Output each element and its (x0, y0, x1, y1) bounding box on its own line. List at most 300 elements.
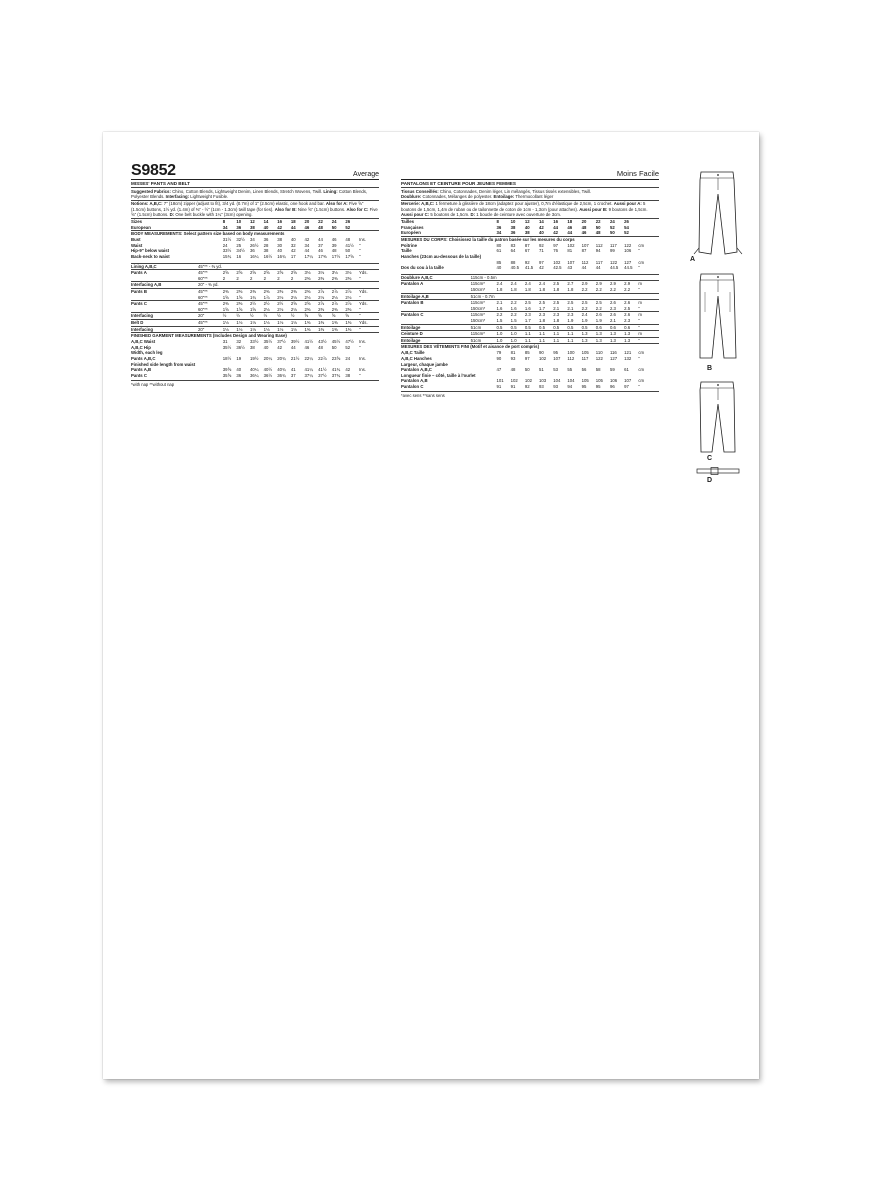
table-cell: 24 (222, 242, 228, 248)
table-cell: 40.5 (510, 265, 520, 271)
table-cell: " (359, 275, 361, 281)
table-cell: 150cm* (470, 286, 486, 292)
pants-view-a-sketch (689, 170, 747, 262)
size-cell: 48 (318, 224, 323, 230)
table-cell: 2⅜ (331, 275, 338, 281)
table-cell: 1.7 (539, 305, 545, 311)
table-cell: 31½ (222, 237, 232, 243)
table-cell: 2⅜ (345, 306, 352, 312)
table-cell: 51cm (471, 324, 497, 331)
table-cell: 115cm* (471, 312, 497, 318)
table-cell: 2⅝ (305, 301, 319, 307)
table-cell: 48 (331, 248, 337, 254)
table-cell: 76 (553, 248, 558, 254)
row-label: Entoilage (401, 337, 471, 343)
table-cell: 1⅛ (264, 319, 278, 326)
row-label: Back-neck to waist (131, 254, 170, 259)
pants-view-b-sketch (689, 272, 747, 364)
table-cell: 44 (595, 265, 601, 271)
table-cell: 20¼ (263, 355, 273, 361)
fabrics-label: Suggested Fabrics: (131, 188, 171, 194)
table-cell: 60"** (197, 306, 208, 312)
table-cell: 87 (581, 248, 587, 254)
table-cell: 20" (198, 326, 223, 332)
table-cell: 47½ (345, 339, 354, 345)
table-cell: ½ (291, 313, 305, 320)
table-cell: " (638, 248, 640, 254)
table-cell: 2.5 (582, 300, 596, 306)
table-cell: 2.2 (624, 286, 631, 292)
table-cell: 2⅜ (223, 288, 237, 294)
table-cell: 2.4 (582, 312, 596, 318)
table-cell: 38 (345, 372, 351, 378)
table-cell: 48 (510, 367, 516, 373)
size-cell: 24 (609, 219, 615, 225)
table-cell: 58 (595, 367, 601, 373)
table-cell: 104 (553, 378, 561, 384)
table-cell: 24 (345, 355, 351, 361)
row-label: Ceinture D (401, 331, 471, 338)
table-cell: 79 (496, 350, 502, 356)
row-label: Hip-9" below waist (131, 248, 170, 254)
english-header (131, 162, 379, 180)
table-cell: 116 (609, 350, 617, 356)
table-cell: 1.9 (567, 317, 574, 323)
row-label: Tailles (401, 219, 415, 225)
size-cell: 10 (510, 219, 516, 225)
table-cell: 16 (236, 254, 242, 259)
table-cell: 34½ (236, 248, 245, 254)
table-cell: 2 (222, 275, 226, 281)
table-cell: " (638, 265, 640, 271)
table-row (131, 263, 379, 270)
row-label: Poitrine (401, 242, 417, 248)
table-cell: Ins. (359, 355, 366, 361)
table-cell: 1⅛ (277, 326, 291, 332)
table-cell: 2.1 (553, 305, 560, 311)
table-cell: ½ (277, 313, 291, 320)
table-cell: 2½ (277, 301, 291, 307)
size-cell: 14 (263, 219, 269, 225)
row-label: Bust (131, 237, 141, 243)
table-cell: 20" (198, 313, 223, 320)
table-cell: 51cm - 0.7m (471, 293, 659, 300)
table-cell: 42.5 (553, 265, 562, 271)
size-cell: 48 (595, 230, 601, 236)
table-cell: 60"** (197, 294, 208, 300)
size-cell: 38 (510, 224, 516, 230)
table-cell: 40½ (263, 367, 273, 373)
table-cell: 40 (496, 265, 502, 271)
finished-measurements-table (131, 339, 379, 378)
table-cell: 3⅛ (318, 270, 332, 276)
table-cell: 104 (567, 378, 575, 384)
size-cell: 46 (567, 224, 573, 230)
french-notions-a-label: Aussi pour A: (613, 201, 642, 207)
table-cell: 80 (496, 242, 502, 248)
table-cell: 0.5 (582, 324, 596, 331)
lining-label: Lining: (323, 188, 338, 194)
row-label: Taille (401, 248, 412, 254)
table-cell: 90 (496, 355, 502, 361)
table-cell: 1⅛ (277, 319, 291, 326)
table-cell: 32 (236, 339, 242, 345)
table-cell: 95 (581, 383, 587, 389)
table-cell: cm (638, 367, 645, 373)
pattern-envelope-back (103, 132, 759, 1079)
table-cell: 1¾ (250, 294, 257, 300)
french-lining-text: Cotonnades, Mélanges de polyester. (422, 193, 493, 199)
table-cell: Ins. (359, 367, 366, 373)
table-cell: 121 (624, 350, 632, 356)
table-cell: 2⅛ (290, 306, 297, 312)
table-cell: 1⅛ (236, 319, 250, 326)
table-cell: 2⅜ (345, 275, 352, 281)
table-cell: 34 (304, 242, 310, 248)
french-lining-label: Doublure: (401, 193, 422, 199)
table-cell: 36¼ (250, 372, 259, 378)
table-cell: 37¾ (331, 372, 341, 378)
table-cell: 37 (318, 242, 323, 248)
table-cell: 41½ (345, 242, 354, 248)
size-cell: 46 (581, 230, 587, 236)
size-cell: 8 (496, 219, 499, 225)
table-cell: 31 (222, 339, 228, 345)
pattern-title: MISSES' PANTS AND BELT (131, 180, 379, 188)
table-cell: 41½ (318, 367, 327, 373)
table-cell: 102 (510, 378, 518, 384)
table-cell: 51 (539, 367, 544, 373)
interfacing-text: Lightweight Fusible. (190, 193, 229, 199)
size-chart-header (401, 219, 659, 236)
table-cell: 2⅝ (277, 270, 291, 276)
table-cell (471, 384, 497, 390)
table-cell: 2.5 (596, 300, 610, 306)
table-cell: 37½ (277, 339, 286, 345)
table-cell: 2.9 (596, 281, 610, 287)
table-cell: 1⅛ (250, 326, 264, 332)
table-cell: 115cm* (471, 281, 497, 287)
row-label: Pantalon B (401, 300, 471, 306)
table-cell: 23⅝ (331, 355, 341, 361)
difficulty-level: Average (353, 171, 379, 178)
table-cell: 2⅝ (291, 301, 305, 307)
row-label: Pantalon A (401, 281, 471, 287)
table-cell: 38 (263, 248, 269, 254)
size-cell: 52 (345, 224, 351, 230)
yardage-table (131, 263, 379, 333)
table-cell: 132 (624, 355, 632, 361)
french-notions-d-label: D: (470, 212, 476, 218)
row-label: Pantalon A,B (401, 378, 428, 384)
table-cell: 2⅝ (291, 270, 305, 276)
french-fabrics-text: Chino, Cotonnades, Denim léger, Lin mélangés, Tissus tissés extensibles, Twill. (439, 188, 592, 194)
table-cell: 42 (539, 265, 544, 271)
table-cell: 53 (553, 367, 558, 373)
table-cell: 2⅛ (331, 294, 338, 300)
row-label: Interfacing A,B (131, 282, 198, 289)
table-cell: 150cm* (470, 305, 486, 311)
table-cell: 1.3 (596, 337, 610, 343)
size-cell: 16 (553, 219, 558, 225)
table-cell: 20" - ⅜ yd. (198, 282, 379, 289)
table-cell: 0.5 (539, 324, 553, 331)
notions-d-label: D: (169, 212, 175, 218)
table-cell: 56 (581, 367, 587, 373)
table-cell: 2.5 (525, 300, 539, 306)
table-cell: 2.5 (553, 300, 567, 306)
row-label: A,B,C Taille (401, 350, 425, 356)
table-cell: cm (638, 259, 645, 265)
french-difficulty-level: Moins Facile (616, 169, 659, 178)
size-cell: 40 (539, 230, 544, 236)
fabrics-text: Chino, Cotton Blends, Lightweight Denim, Linen Blends, Stretch Wovens, Twill. (172, 188, 323, 194)
table-cell: 46 (318, 248, 323, 254)
table-cell: 107 (553, 355, 561, 361)
table-cell: 50 (524, 367, 530, 373)
size-cell: 20 (304, 219, 310, 225)
table-cell: 2⅜ (318, 306, 325, 312)
table-cell: 60"** (197, 275, 208, 281)
table-row (401, 331, 659, 338)
table-cell: 1⅝ (236, 306, 243, 312)
table-cell: 26½ (250, 242, 259, 248)
table-cell: 42 (290, 248, 296, 254)
table-cell: 85 (496, 259, 502, 265)
table-cell: 3⅛ (332, 270, 346, 276)
table-cell: 2⅝ (250, 270, 264, 276)
table-cell: 1⅜ (345, 326, 359, 332)
french-fabrics-label: Tissus Conseillés: (401, 188, 439, 194)
table-cell: 2.6 (610, 300, 624, 306)
belt-view-d-sketch (689, 466, 747, 478)
table-cell: 127 (624, 259, 632, 265)
table-cell: ½ (250, 313, 264, 320)
table-cell: 40 (290, 237, 296, 243)
french-notions-a-text: 5 boutons de 1,5cm, 1,4m de ruban ou de tailonnette de coton de 1cm - 1,3cm (pour attaches). (401, 201, 646, 212)
table-cell: 97 (624, 383, 629, 389)
table-cell: 2⅜ (236, 288, 250, 294)
table-cell: " (638, 324, 659, 331)
table-cell: 117 (581, 355, 589, 361)
table-cell: 45"** (198, 270, 223, 276)
table-cell: 150cm* (470, 317, 486, 323)
table-cell: 1.7 (524, 317, 531, 323)
table-cell: 2.9 (610, 281, 624, 287)
table-cell: 96 (609, 383, 615, 389)
size-cell: 14 (539, 219, 544, 225)
table-cell: 39½ (290, 339, 300, 345)
table-cell: Yds. (359, 288, 379, 294)
table-cell: 91 (496, 383, 502, 389)
table-cell: " (359, 248, 361, 254)
table-cell: 2½ (250, 301, 264, 307)
table-row (131, 313, 379, 320)
table-cell: 2⅛ (304, 294, 311, 300)
table-cell: 1.1 (553, 337, 567, 343)
table-cell: 1.0 (511, 337, 525, 343)
table-cell: " (638, 317, 640, 323)
table-cell: 1.1 (525, 331, 539, 338)
row-label: Pants A (131, 270, 198, 276)
table-cell: 2⅛ (318, 294, 325, 300)
table-cell: 95 (595, 383, 601, 389)
table-cell: 35½ (263, 339, 273, 345)
table-cell: 1⅛ (236, 326, 250, 332)
size-cell: 22 (318, 219, 323, 225)
size-cell: 22 (595, 219, 601, 225)
table-cell: " (359, 306, 361, 312)
table-cell: 0.6 (596, 324, 610, 331)
notions-text: 7" (18cm) zipper (adjust to fit), 3/4 yd. (0.7m) of 1" (2.5cm) elastic, one hook and bar. (163, 201, 325, 207)
french-column (401, 162, 659, 398)
table-cell: 81 (510, 350, 516, 356)
table-cell: 1.1 (567, 331, 581, 338)
table-cell: 105 (581, 350, 589, 356)
table-cell: 39⅝ (222, 367, 232, 373)
notions-b-label: Also for B: (274, 206, 297, 212)
table-cell: 85 (524, 350, 530, 356)
table-cell: 46 (304, 344, 310, 350)
table-cell: 2 (290, 275, 294, 281)
table-cell: 0.6 (624, 324, 638, 331)
table-cell: 2⅜ (277, 288, 291, 294)
table-cell: cm (638, 378, 645, 384)
row-label: Sizes (131, 219, 142, 225)
notions-paragraph (131, 201, 379, 219)
table-cell: 2.9 (582, 281, 596, 287)
row-label: Pants C (131, 301, 198, 307)
table-cell: 0.5 (511, 324, 525, 331)
row-label: Belt D (131, 319, 198, 326)
table-cell: 2.3 (609, 305, 616, 311)
table-cell: 1⅝ (222, 306, 229, 312)
table-cell: 87 (524, 242, 530, 248)
french-notions-c-label: Aussi pour C: (401, 212, 430, 218)
table-cell: 127 (609, 355, 618, 361)
table-cell: " (359, 344, 361, 350)
french-notions-b-text: 9 boutons de 1,5cm. (608, 206, 648, 212)
table-cell: 1.8 (539, 317, 545, 323)
table-cell: 1.1 (525, 337, 539, 343)
french-footnote: *avec sens **sans sens (401, 391, 659, 398)
table-cell: cm (638, 242, 645, 248)
size-cell: 52 (624, 230, 629, 236)
row-label: European (131, 224, 151, 230)
table-cell: 103 (539, 378, 547, 384)
table-cell: 55 (567, 367, 573, 373)
table-cell: 107 (624, 378, 632, 384)
table-cell: 90 (539, 350, 544, 356)
table-cell: 43 (567, 265, 573, 271)
table-cell: 2 (277, 275, 280, 281)
table-cell: 2⅛ (345, 294, 352, 300)
row-label: Width, each leg (131, 350, 163, 356)
size-cell: 44 (290, 224, 296, 230)
table-cell: 22⅞ (318, 355, 327, 361)
body-measurements-title: BODY MEASUREMENTS: Select pattern size based on body measurements (131, 230, 379, 237)
table-cell: 17⅝ (345, 254, 354, 259)
table-cell: 17⅜ (318, 254, 327, 259)
size-cell: 48 (581, 224, 587, 230)
table-cell: 0.5 (553, 324, 567, 331)
size-cell: 18 (567, 219, 573, 225)
size-cell: 26 (345, 219, 351, 225)
table-cell: 2⅞ (345, 288, 359, 294)
table-cell: 92 (524, 383, 530, 389)
table-cell: 18½ (222, 355, 232, 361)
table-cell: 92 (524, 259, 530, 265)
table-cell: 1⅛ (223, 319, 237, 326)
row-label: Pants A,B (131, 367, 152, 373)
table-cell: 17 (290, 254, 296, 259)
table-cell: 35⅝ (222, 372, 232, 378)
table-cell: 51cm (471, 337, 497, 343)
table-cell: 67 (524, 248, 530, 254)
table-cell: 1.9 (595, 317, 602, 323)
table-cell: 1.0 (496, 337, 510, 343)
table-cell: 2⅜ (304, 306, 311, 312)
row-label: Pants B (131, 288, 198, 294)
table-cell: 45"** (198, 288, 223, 294)
table-cell: 17½ (331, 254, 341, 259)
table-cell: 19½ (250, 355, 259, 361)
table-cell: 44 (290, 344, 296, 350)
table-row (131, 319, 379, 326)
table-cell: 105 (595, 378, 603, 384)
table-cell: 94 (595, 248, 601, 254)
table-cell: 1.0 (496, 331, 510, 338)
table-cell: 1⅛ (291, 319, 305, 326)
table-cell: 115cm* (471, 300, 497, 306)
table-cell: 0.5 (525, 324, 539, 331)
view-label-d: D (707, 477, 713, 484)
table-cell: 0.6 (610, 324, 624, 331)
table-cell: 117 (609, 242, 617, 248)
table-cell: 1.3 (610, 331, 624, 338)
table-cell: 45"** (198, 301, 223, 307)
english-tables (131, 219, 379, 378)
table-cell: 61 (496, 248, 502, 254)
size-cell: 16 (277, 219, 283, 225)
table-cell: 32 (290, 242, 296, 248)
table-cell: 1.0 (511, 331, 525, 338)
table-cell: 41.5 (524, 265, 534, 271)
table-row (401, 324, 659, 331)
view-label-b: B (707, 365, 713, 372)
size-cell: 12 (250, 219, 255, 225)
table-cell: 117 (595, 259, 603, 265)
table-cell: 1⅜ (305, 319, 319, 326)
table-cell: " (638, 383, 640, 389)
table-cell: ⅝ (345, 313, 359, 320)
table-cell: 106 (624, 248, 632, 254)
table-cell: 107 (581, 242, 589, 248)
table-cell: m (638, 312, 659, 318)
table-cell: 2 (263, 275, 267, 281)
size-cell: 42 (539, 224, 544, 230)
size-cell: 50 (595, 224, 601, 230)
table-cell: 41 (290, 367, 296, 373)
table-cell: 2⅞ (345, 301, 359, 307)
size-cell: 10 (236, 219, 242, 225)
table-cell: 41½ (304, 339, 313, 345)
table-cell: 1⅛ (250, 319, 264, 326)
table-cell: 2.6 (624, 312, 638, 318)
fabrics-paragraph (131, 188, 379, 201)
english-column (131, 162, 379, 387)
size-cell: 50 (331, 224, 337, 230)
